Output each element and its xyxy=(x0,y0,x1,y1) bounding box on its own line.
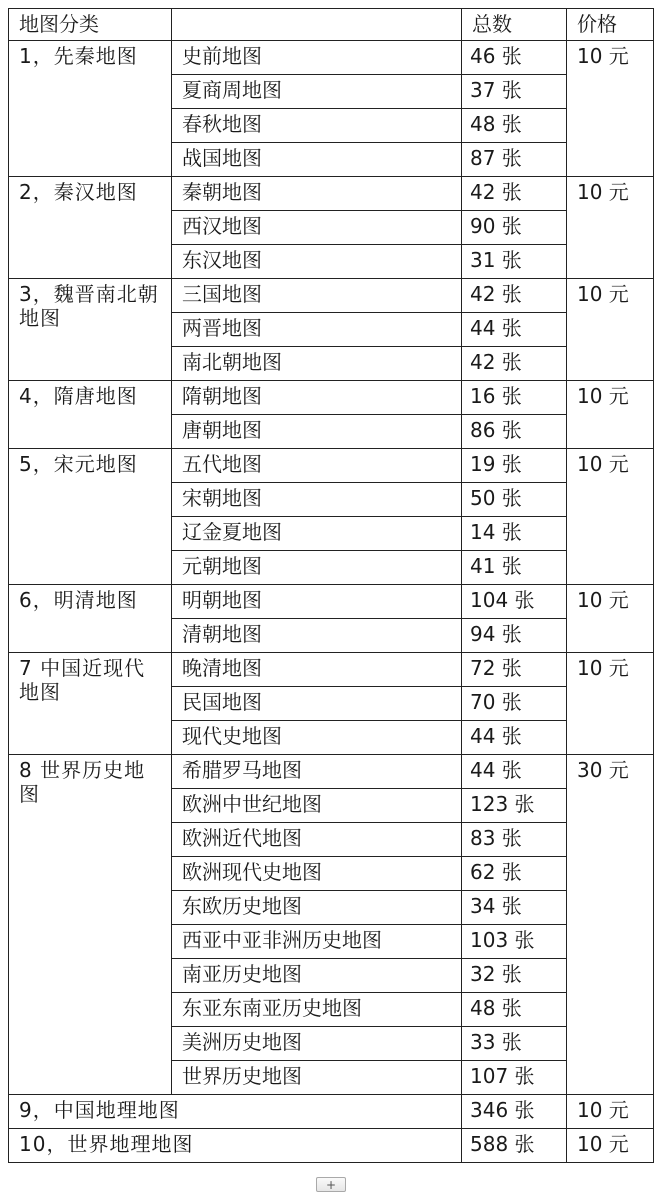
map-name-cell: 世界历史地图 xyxy=(172,1061,462,1095)
table-row xyxy=(9,381,654,415)
count-cell: 48 张 xyxy=(462,109,567,143)
count-cell: 62 张 xyxy=(462,857,567,891)
count-cell: 123 张 xyxy=(462,789,567,823)
header-category-cell: 地图分类 xyxy=(9,9,172,41)
add-row-button[interactable] xyxy=(316,1177,346,1192)
map-name-cell: 清朝地图 xyxy=(172,619,462,653)
map-name-cell: 秦朝地图 xyxy=(172,177,462,211)
count-cell: 44 张 xyxy=(462,721,567,755)
map-name-cell: 西亚中亚非洲历史地图 xyxy=(172,925,462,959)
map-name-cell: 晚清地图 xyxy=(172,653,462,687)
plus-icon: + xyxy=(325,1178,337,1192)
count-cell: 346 张 xyxy=(462,1095,567,1129)
category-cell: 1，先秦地图 xyxy=(9,41,172,177)
count-cell: 41 张 xyxy=(462,551,567,585)
table-row xyxy=(9,755,654,789)
category-cell: 3，魏晋南北朝地图 xyxy=(9,279,172,381)
table-row xyxy=(9,449,654,483)
header-price-cell: 价格 xyxy=(567,9,654,41)
table-row xyxy=(9,653,654,687)
count-cell: 50 张 xyxy=(462,483,567,517)
count-cell: 37 张 xyxy=(462,75,567,109)
price-cell: 10 元 xyxy=(567,653,654,755)
map-name-cell: 东汉地图 xyxy=(172,245,462,279)
price-cell: 30 元 xyxy=(567,755,654,1095)
table-row xyxy=(9,1129,654,1163)
map-name-cell: 两晋地图 xyxy=(172,313,462,347)
category-cell: 8 世界历史地图 xyxy=(9,755,172,1095)
count-cell: 19 张 xyxy=(462,449,567,483)
map-name-cell: 宋朝地图 xyxy=(172,483,462,517)
table-row xyxy=(9,1095,654,1129)
category-cell: 5，宋元地图 xyxy=(9,449,172,585)
map-name-cell: 南北朝地图 xyxy=(172,347,462,381)
map-name-cell: 唐朝地图 xyxy=(172,415,462,449)
map-name-cell: 战国地图 xyxy=(172,143,462,177)
map-name-cell: 辽金夏地图 xyxy=(172,517,462,551)
map-name-cell: 史前地图 xyxy=(172,41,462,75)
category-cell: 9，中国地理地图 xyxy=(9,1095,462,1129)
count-cell: 16 张 xyxy=(462,381,567,415)
count-cell: 83 张 xyxy=(462,823,567,857)
price-cell: 10 元 xyxy=(567,41,654,177)
category-cell: 7 中国近现代地图 xyxy=(9,653,172,755)
count-cell: 107 张 xyxy=(462,1061,567,1095)
price-cell: 10 元 xyxy=(567,381,654,449)
count-cell: 42 张 xyxy=(462,177,567,211)
count-cell: 14 张 xyxy=(462,517,567,551)
count-cell: 72 张 xyxy=(462,653,567,687)
count-cell: 32 张 xyxy=(462,959,567,993)
map-name-cell: 隋朝地图 xyxy=(172,381,462,415)
map-name-cell: 欧洲近代地图 xyxy=(172,823,462,857)
count-cell: 34 张 xyxy=(462,891,567,925)
category-cell: 6，明清地图 xyxy=(9,585,172,653)
count-cell: 90 张 xyxy=(462,211,567,245)
price-cell: 10 元 xyxy=(567,177,654,279)
count-cell: 42 张 xyxy=(462,347,567,381)
category-cell: 10，世界地理地图 xyxy=(9,1129,462,1163)
table-row xyxy=(9,279,654,313)
count-cell: 86 张 xyxy=(462,415,567,449)
map-name-cell: 西汉地图 xyxy=(172,211,462,245)
table-row xyxy=(9,177,654,211)
map-name-cell: 东欧历史地图 xyxy=(172,891,462,925)
map-catalog-table xyxy=(8,8,654,1163)
header-count-cell: 总数 xyxy=(462,9,567,41)
header-subcategory-cell xyxy=(172,9,462,41)
map-name-cell: 五代地图 xyxy=(172,449,462,483)
map-name-cell: 欧洲现代史地图 xyxy=(172,857,462,891)
map-name-cell: 夏商周地图 xyxy=(172,75,462,109)
table-row xyxy=(9,41,654,75)
map-name-cell: 美洲历史地图 xyxy=(172,1027,462,1061)
count-cell: 44 张 xyxy=(462,755,567,789)
count-cell: 44 张 xyxy=(462,313,567,347)
map-name-cell: 欧洲中世纪地图 xyxy=(172,789,462,823)
map-name-cell: 希腊罗马地图 xyxy=(172,755,462,789)
count-cell: 48 张 xyxy=(462,993,567,1027)
map-name-cell: 明朝地图 xyxy=(172,585,462,619)
price-cell: 10 元 xyxy=(567,585,654,653)
map-name-cell: 民国地图 xyxy=(172,687,462,721)
price-cell: 10 元 xyxy=(567,1095,654,1129)
count-cell: 31 张 xyxy=(462,245,567,279)
count-cell: 87 张 xyxy=(462,143,567,177)
category-cell: 4，隋唐地图 xyxy=(9,381,172,449)
price-cell: 10 元 xyxy=(567,449,654,585)
count-cell: 46 张 xyxy=(462,41,567,75)
table-row xyxy=(9,585,654,619)
count-cell: 94 张 xyxy=(462,619,567,653)
header-row xyxy=(9,9,654,41)
price-cell: 10 元 xyxy=(567,1129,654,1163)
count-cell: 70 张 xyxy=(462,687,567,721)
count-cell: 33 张 xyxy=(462,1027,567,1061)
count-cell: 42 张 xyxy=(462,279,567,313)
map-name-cell: 三国地图 xyxy=(172,279,462,313)
map-name-cell: 春秋地图 xyxy=(172,109,462,143)
map-name-cell: 现代史地图 xyxy=(172,721,462,755)
map-name-cell: 东亚东南亚历史地图 xyxy=(172,993,462,1027)
price-cell: 10 元 xyxy=(567,279,654,381)
category-cell: 2，秦汉地图 xyxy=(9,177,172,279)
map-name-cell: 南亚历史地图 xyxy=(172,959,462,993)
map-name-cell: 元朝地图 xyxy=(172,551,462,585)
count-cell: 103 张 xyxy=(462,925,567,959)
count-cell: 104 张 xyxy=(462,585,567,619)
count-cell: 588 张 xyxy=(462,1129,567,1163)
